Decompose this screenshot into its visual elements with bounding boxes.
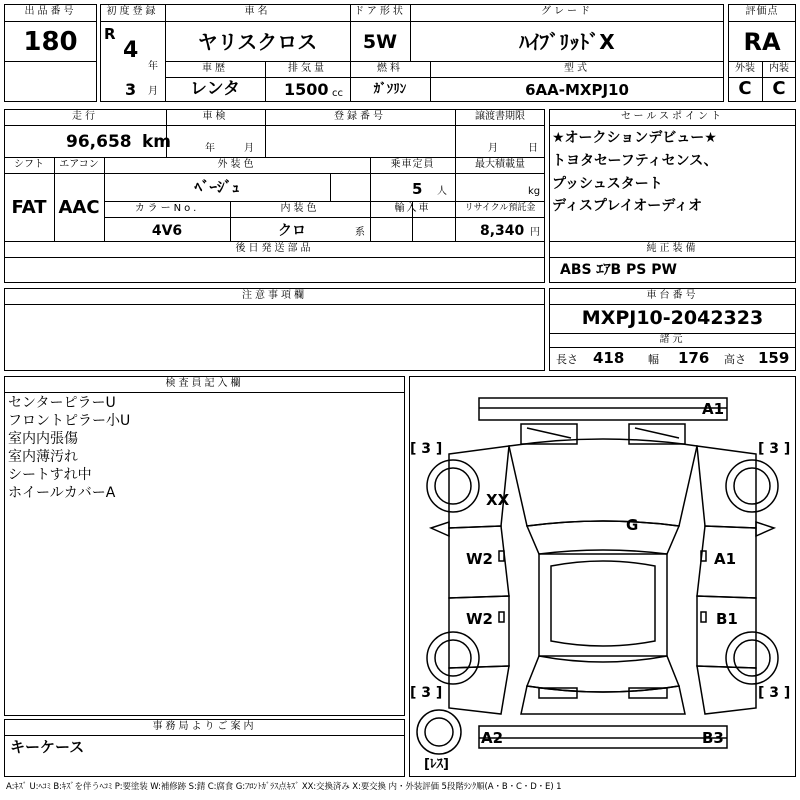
fuel-label: 燃料	[377, 63, 403, 74]
max-load-unit: kg	[528, 186, 541, 197]
vehicle-history: レンタ	[190, 79, 240, 99]
office-label: 事務局よりご案内	[152, 721, 257, 732]
inspector-note-5: シートすれ中	[8, 467, 92, 483]
lot-number-label: 出品番号	[24, 6, 77, 17]
overall-score: RA	[743, 28, 781, 56]
grade-label: グレード	[541, 6, 593, 17]
seats-unit: 人	[437, 186, 447, 197]
inspector-label: 検査員記入欄	[165, 378, 244, 389]
import-label: 輸入車	[394, 203, 431, 214]
mark-rear-left-door: W2	[466, 610, 493, 628]
inspection-year-unit: 年	[205, 143, 215, 154]
mark-front-left-door: W2	[466, 550, 493, 568]
mileage-label: 走行	[72, 111, 98, 122]
mark-windshield: G	[626, 516, 639, 534]
legend: A:ｷｽﾞ U:ﾍｺﾐ B:ｷｽﾞを伴うﾍｺﾐ P:要塗装 W:補修跡 S:錆 C:腐食 G:ﾌﾛﾝﾄｶﾞﾗｽ点ｷｽﾞ XX:交換済み X:要交換 内・外装評価 5段階ﾗﾝｸ順(A・B・C・D・E) 1	[6, 782, 562, 792]
seats-label: 乗車定員	[390, 159, 435, 170]
sales-point-line-4: ディスプレイオーディオ	[552, 198, 703, 214]
mileage-unit: km	[142, 132, 172, 152]
mileage: 96,658	[66, 132, 132, 152]
recycle-fee: 8,340	[480, 223, 525, 239]
recycle-fee-label: リサイクル預託金	[464, 203, 536, 213]
era: R	[104, 25, 116, 43]
lot-number: 180	[23, 27, 78, 57]
transfer-day-unit: 日	[528, 143, 538, 154]
inspector-note-4: 室内薄汚れ	[8, 449, 78, 465]
shift-label: シフト	[14, 159, 44, 170]
interior-grade: C	[772, 78, 786, 99]
spare-tire: [ﾚｽ]	[424, 757, 449, 772]
interior-label: 内装	[769, 63, 789, 74]
door-type: 5W	[362, 31, 398, 53]
mark-rear-right-bumper: B3	[702, 729, 724, 747]
inspector-note-3: 室内内張傷	[8, 431, 78, 447]
notes-label: 注意事項欄	[242, 290, 307, 301]
recycle-fee-unit: 円	[530, 227, 540, 238]
interior-color: クロ	[278, 223, 306, 239]
car-outline	[409, 376, 796, 777]
mark-front-bumper: A1	[702, 400, 725, 418]
model-label: 車名	[244, 6, 271, 17]
height-label: 高さ	[724, 353, 746, 366]
first-registration-label: 初度登録	[106, 6, 159, 17]
grade: ﾊｲﾌﾞﾘｯﾄﾞX	[519, 30, 615, 54]
color-number-label: カラーNo.	[134, 203, 200, 214]
seats: 5	[412, 180, 423, 198]
model-name: ヤリスクロス	[197, 30, 318, 54]
dimensions-label: 諸元	[659, 334, 686, 345]
ac-label: エアコン	[59, 159, 99, 170]
fuel-type: ｶﾞｿﾘﾝ	[373, 82, 407, 97]
office-note: キーケース	[10, 738, 85, 756]
model-type-code: 6AA-MXPJ10	[525, 81, 629, 99]
inspector-note-6: ホイールカバーA	[8, 485, 116, 501]
displacement-label: 排気量	[288, 63, 327, 74]
equipment-label: 純正装備	[646, 243, 699, 254]
sales-point-line-1: ★オークションデビュー★	[552, 130, 717, 146]
transfer-deadline-label: 譲渡書期限	[475, 111, 525, 122]
shift-type: FAT	[11, 197, 47, 218]
displacement: 1500	[284, 80, 329, 99]
mark-front-right-door: A1	[714, 550, 737, 568]
month-unit: 月	[148, 86, 158, 97]
inspection-label: 車検	[202, 111, 229, 122]
transfer-month-unit: 月	[488, 143, 498, 154]
displacement-unit: cc	[332, 88, 343, 99]
exterior-color: ﾍﾞｰｼﾞｭ	[194, 178, 240, 196]
history-label: 車歴	[202, 63, 228, 74]
exterior-label: 外装	[735, 63, 755, 74]
sales-point-label: セールスポイント	[620, 111, 725, 122]
tire-rear-right: [ 3 ]	[758, 685, 791, 701]
later-shipment-label: 後日発送部品	[235, 243, 314, 254]
score-label: 評価点	[745, 6, 779, 17]
width: 176	[678, 349, 710, 367]
type-label: 型式	[564, 63, 590, 74]
interior-color-label: 内装色	[280, 203, 320, 214]
height: 159	[758, 349, 790, 367]
specs-section	[4, 109, 545, 242]
length: 418	[593, 349, 625, 367]
length-label: 長さ	[556, 353, 578, 366]
ac-type: AAC	[58, 197, 100, 218]
chassis-number: MXPJ10-2042323	[581, 307, 764, 329]
tire-front-right: [ 3 ]	[758, 441, 791, 457]
registration-month: 3	[125, 80, 137, 99]
registration-number-label: 登録番号	[334, 111, 386, 122]
mark-rear-left-bumper: A2	[481, 729, 504, 747]
max-load-label: 最大積載量	[475, 159, 525, 170]
tire-front-left: [ 3 ]	[410, 441, 443, 457]
registration-year: 4	[123, 38, 139, 63]
equipment-list: ABS ｴｱB PS PW	[560, 262, 677, 278]
tire-rear-left: [ 3 ]	[410, 685, 443, 701]
exterior-color-label: 外装色	[217, 159, 257, 170]
inspection-month-unit: 月	[244, 143, 254, 154]
width-label: 幅	[648, 353, 659, 366]
door-label: ドア形状	[354, 6, 406, 17]
sales-point-line-2: トヨタセーフティセンス、	[552, 153, 718, 169]
color-number: 4V6	[151, 223, 183, 239]
interior-color-unit: 系	[355, 227, 365, 238]
exterior-grade: C	[738, 78, 752, 99]
inspector-note-2: フロントピラー小U	[8, 413, 131, 429]
sales-point-line-3: プッシュスタート	[552, 176, 663, 192]
chassis-number-label: 車台番号	[646, 290, 699, 301]
mark-front-left-fender: XX	[486, 491, 510, 509]
year-unit: 年	[148, 61, 158, 72]
mark-rear-right-door: B1	[716, 610, 738, 628]
inspector-note-1: センターピラーU	[8, 395, 116, 411]
